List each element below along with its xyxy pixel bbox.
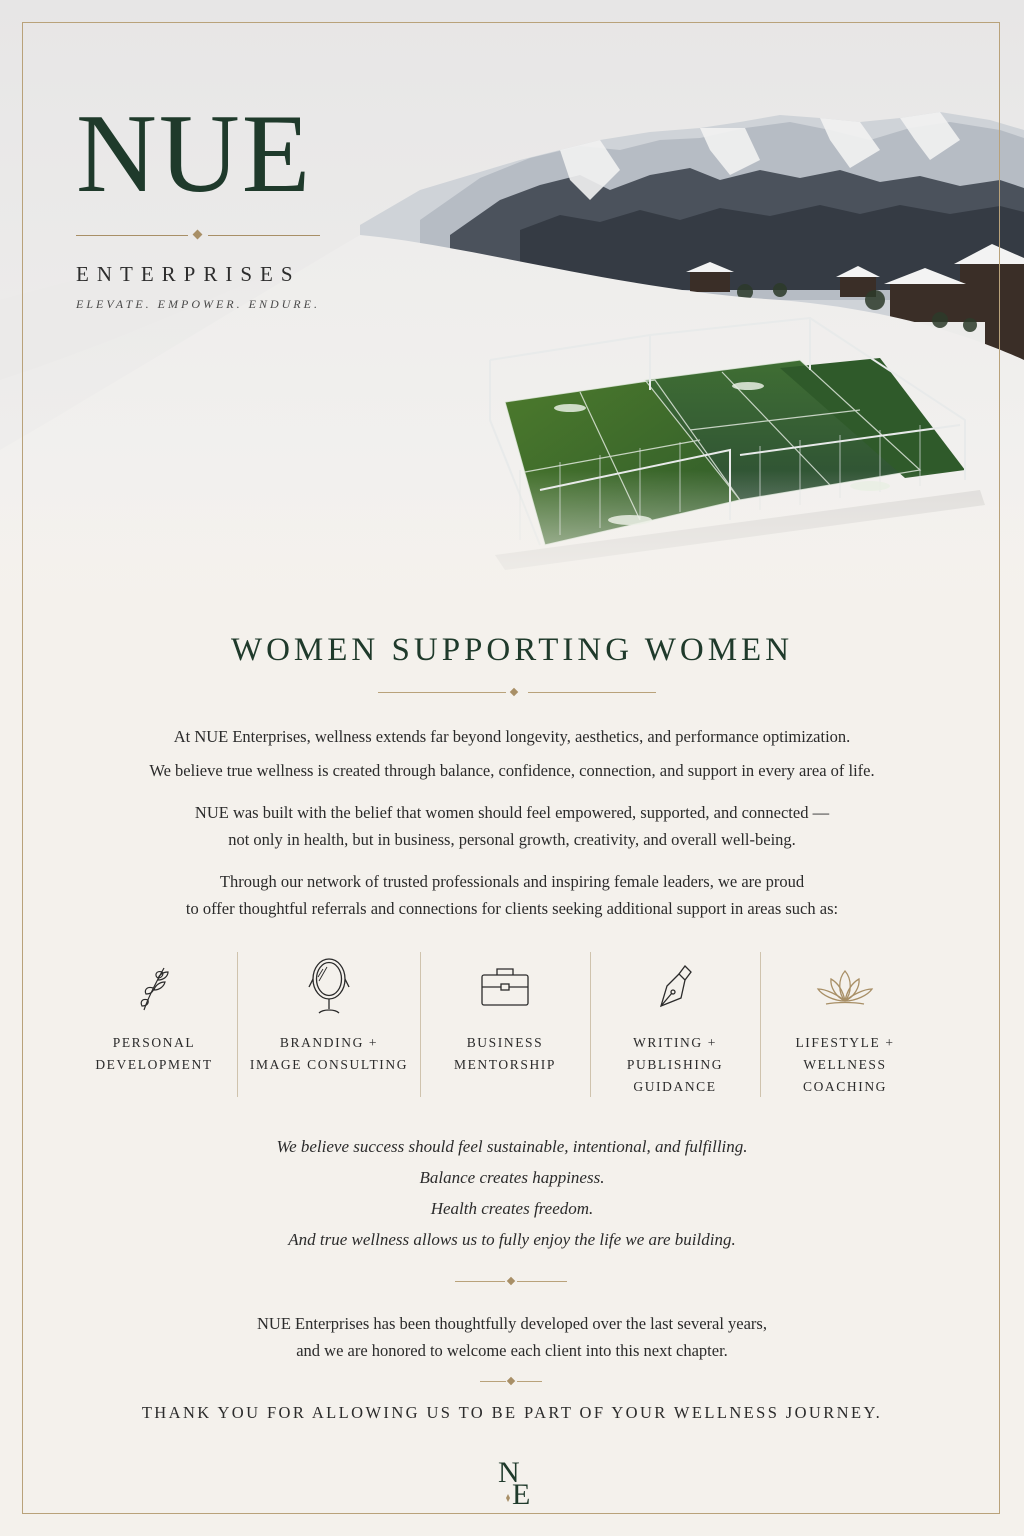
- outro-divider: [480, 1375, 542, 1387]
- service-business-mentorship: [420, 952, 590, 1097]
- outro-line-1: NUE Enterprises has been thoughtfully developed over the last several years,: [257, 1314, 767, 1333]
- quote-divider: [455, 1275, 567, 1287]
- service-branding-image-consulting: [238, 952, 420, 1097]
- briefcase-icon: [479, 965, 531, 1009]
- service-lifestyle-wellness-coaching: [760, 952, 930, 1097]
- service-label-line2: IMAGE CONSULTING: [249, 1057, 409, 1072]
- brand-name: NUE: [76, 92, 313, 216]
- title-divider: [378, 686, 656, 698]
- service-label-line2: PUBLISHING: [626, 1057, 724, 1072]
- intro-line-3: NUE was built with the belief that women should feel empowered, supported, and connected —: [194, 803, 830, 822]
- leaf-sprig-icon: [134, 962, 174, 1012]
- service-label-line3: GUIDANCE: [633, 1079, 717, 1094]
- ne-monogram-logo: [492, 1452, 542, 1508]
- brand-tagline: ELEVATE. EMPOWER. ENDURE.: [76, 297, 320, 311]
- monogram-n: N: [498, 1456, 520, 1489]
- monogram-e: E: [512, 1478, 531, 1508]
- service-label-line2: DEVELOPMENT: [95, 1057, 213, 1072]
- fountain-pen-icon: [655, 962, 695, 1012]
- intro-line-4: not only in health, but in business, personal growth, creativity, and overall well-being.: [228, 830, 796, 849]
- service-label-line3: COACHING: [802, 1079, 888, 1094]
- intro-line-5: Through our network of trusted professionals and inspiring female leaders, we are proud: [219, 872, 805, 891]
- quote-line-1: We believe success should feel sustainable, intentional, and fulfilling.: [276, 1137, 748, 1156]
- brand-subtitle: ENTERPRISES: [76, 262, 301, 286]
- intro-line-6: to offer thoughtful referrals and connections for clients seeking additional support in areas such as:: [185, 899, 839, 918]
- intro-line-2: We believe true wellness is created through balance, confidence, connection, and support in every area of life.: [149, 761, 875, 780]
- mirror-icon: [307, 957, 351, 1017]
- lotus-icon: [814, 967, 876, 1007]
- closing-statement: THANK YOU FOR ALLOWING US TO BE PART OF YOUR WELLNESS JOURNEY.: [141, 1403, 883, 1422]
- service-label-line2: MENTORSHIP: [453, 1057, 557, 1072]
- quote-line-2: Balance creates happiness.: [419, 1168, 605, 1187]
- service-label-line1: PERSONAL: [112, 1035, 196, 1050]
- brand-ornament-divider: [76, 228, 320, 242]
- service-label-line1: WRITING +: [633, 1035, 717, 1050]
- service-label-line1: BUSINESS: [466, 1035, 544, 1050]
- outro-line-2: and we are honored to welcome each client into this next chapter.: [296, 1341, 728, 1360]
- service-personal-development: [70, 952, 238, 1097]
- quote-line-3: Health creates freedom.: [430, 1199, 594, 1218]
- service-label-line1: LIFESTYLE +: [795, 1035, 895, 1050]
- quote-line-4: And true wellness allows us to fully enjoy the life we are building.: [288, 1230, 736, 1249]
- service-writing-publishing-guidance: [590, 952, 760, 1097]
- section-title: WOMEN SUPPORTING WOMEN: [230, 632, 794, 668]
- service-label-line1: BRANDING +: [279, 1035, 379, 1050]
- services-row: [70, 952, 930, 1097]
- brand-block: [76, 92, 326, 312]
- intro-line-1: At NUE Enterprises, wellness extends far beyond longevity, aesthetics, and performance optimization.: [173, 727, 851, 746]
- service-label-line2: WELLNESS: [803, 1057, 887, 1072]
